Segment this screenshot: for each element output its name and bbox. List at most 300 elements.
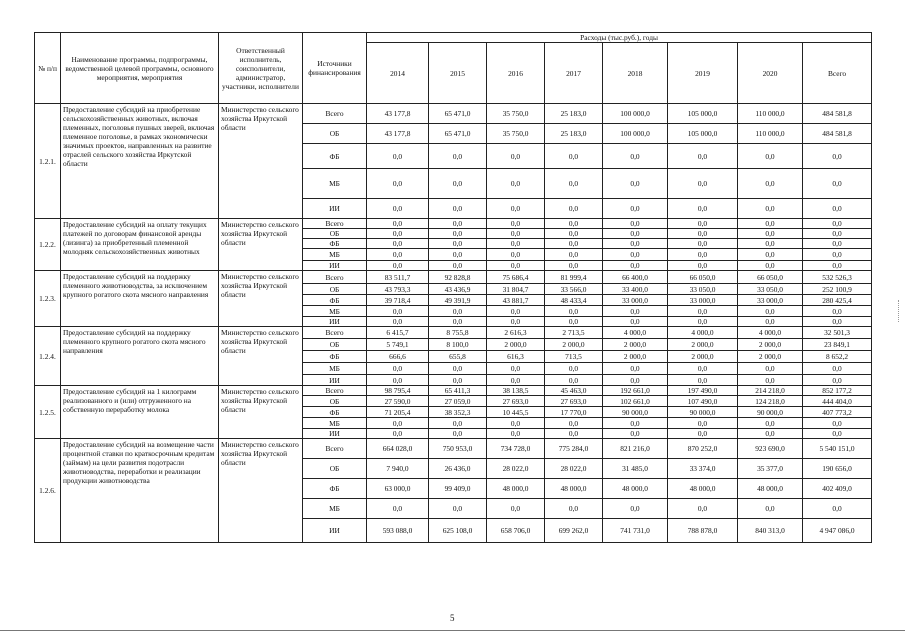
value-cell: 92 828,8 [429,271,487,284]
value-cell: 0,0 [738,249,803,261]
value-cell: 28 022,0 [487,459,545,479]
value-cell: 90 000,0 [603,407,668,418]
value-cell: 124 218,0 [738,396,803,407]
value-cell: 0,0 [429,261,487,271]
value-cell: 102 661,0 [603,396,668,407]
value-cell: 0,0 [545,499,603,519]
value-cell: 0,0 [668,199,738,219]
source-cell: ИИ [303,199,367,219]
value-cell: 616,3 [487,351,545,363]
value-cell: 0,0 [738,418,803,429]
value-cell: 0,0 [603,144,668,169]
value-cell: 27 059,0 [429,396,487,407]
value-cell: 43 793,3 [367,284,429,295]
value-cell: 0,0 [668,219,738,229]
value-cell: 0,0 [367,219,429,229]
total-cell: 4 947 086,0 [803,519,872,543]
table-row [35,327,872,339]
value-cell: 0,0 [668,306,738,317]
value-cell: 0,0 [367,261,429,271]
total-cell: 0,0 [803,363,872,375]
value-cell: 0,0 [668,418,738,429]
source-cell: ИИ [303,261,367,271]
value-cell: 0,0 [487,418,545,429]
value-cell: 0,0 [429,375,487,386]
header-exec: Ответственный исполнитель, соисполнители, администратор, участники, исполнители [219,33,303,104]
table-body [35,104,872,543]
value-cell: 105 000,0 [668,104,738,124]
value-cell: 0,0 [367,418,429,429]
header-year: 2019 [668,43,738,104]
value-cell: 0,0 [367,499,429,519]
value-cell: 2 000,0 [603,339,668,351]
value-cell: 0,0 [738,363,803,375]
total-cell: 0,0 [803,418,872,429]
total-cell: 484 581,8 [803,124,872,144]
scan-edge-mark [898,300,900,322]
source-cell: МБ [303,418,367,429]
total-cell: 280 425,4 [803,295,872,306]
value-cell: 840 313,0 [738,519,803,543]
source-cell: ФБ [303,351,367,363]
source-cell: ФБ [303,295,367,306]
value-cell: 0,0 [545,418,603,429]
value-cell: 33 000,0 [603,295,668,306]
value-cell: 192 661,0 [603,386,668,396]
value-cell: 664 028,0 [367,439,429,459]
source-cell: ФБ [303,407,367,418]
row-executor: Министерство сельского хозяйства Иркутской области [219,219,303,271]
value-cell: 0,0 [738,261,803,271]
value-cell: 0,0 [429,429,487,439]
value-cell: 0,0 [545,317,603,327]
value-cell: 0,0 [487,499,545,519]
value-cell: 90 000,0 [668,407,738,418]
row-name: Предоставление субсидий на поддержку племенного животноводства, за исключением крупного рогатого скота мясного направления [61,271,219,327]
value-cell: 35 750,0 [487,124,545,144]
total-cell: 0,0 [803,199,872,219]
value-cell: 26 436,0 [429,459,487,479]
value-cell: 63 000,0 [367,479,429,499]
total-cell: 852 177,2 [803,386,872,396]
source-cell: ОБ [303,396,367,407]
value-cell: 90 000,0 [738,407,803,418]
value-cell: 49 391,9 [429,295,487,306]
value-cell: 0,0 [738,144,803,169]
value-cell: 0,0 [367,375,429,386]
value-cell: 0,0 [487,169,545,199]
source-cell: Всего [303,219,367,229]
row-name: Предоставление субсидий на приобретение сельскохозяйственных животных, включая племенных, поголовья пушных зверей, включая племенное поголовье, в рамках экономически значимых проектов, направленных на развитие отраслей сельского хозяйства Иркутской области [61,104,219,219]
value-cell: 65 411,3 [429,386,487,396]
table-row [35,386,872,396]
value-cell: 0,0 [545,375,603,386]
value-cell: 214 218,0 [738,386,803,396]
value-cell: 48 433,4 [545,295,603,306]
value-cell: 0,0 [429,306,487,317]
value-cell: 788 878,0 [668,519,738,543]
total-cell: 407 773,2 [803,407,872,418]
value-cell: 0,0 [668,499,738,519]
value-cell: 83 511,7 [367,271,429,284]
value-cell: 0,0 [668,239,738,249]
value-cell: 66 400,0 [603,271,668,284]
source-cell: МБ [303,306,367,317]
value-cell: 0,0 [738,229,803,239]
value-cell: 27 693,0 [487,396,545,407]
value-cell: 0,0 [429,144,487,169]
source-cell: ОБ [303,339,367,351]
value-cell: 0,0 [603,317,668,327]
source-cell: Всего [303,386,367,396]
value-cell: 625 108,0 [429,519,487,543]
value-cell: 65 471,0 [429,104,487,124]
header-year: 2020 [738,43,803,104]
value-cell: 2 616,3 [487,327,545,339]
value-cell: 0,0 [367,169,429,199]
table-row [35,271,872,284]
value-cell: 2 000,0 [668,339,738,351]
source-cell: Всего [303,439,367,459]
header-year: 2018 [603,43,668,104]
source-cell: МБ [303,169,367,199]
value-cell: 2 000,0 [738,351,803,363]
header-year: 2016 [487,43,545,104]
header-year: 2017 [545,43,603,104]
value-cell: 0,0 [603,169,668,199]
total-cell: 484 581,8 [803,104,872,124]
value-cell: 8 755,8 [429,327,487,339]
value-cell: 0,0 [668,261,738,271]
table-row [35,439,872,459]
total-cell: 402 409,0 [803,479,872,499]
value-cell: 0,0 [603,239,668,249]
value-cell: 107 490,0 [668,396,738,407]
total-cell: 23 849,1 [803,339,872,351]
value-cell: 0,0 [429,317,487,327]
value-cell: 0,0 [668,429,738,439]
value-cell: 0,0 [429,219,487,229]
row-name: Предоставление субсидий на возмещение части процентной ставки по краткосрочным кредитам (займам) на цели развития подотрасли животноводства, переработки и реализации продукции животноводства [61,439,219,543]
value-cell: 66 050,0 [668,271,738,284]
header-total: Всего [803,43,872,104]
value-cell: 775 284,0 [545,439,603,459]
row-name: Предоставление субсидий на поддержку племенного крупного рогатого скота мясного направления [61,327,219,386]
total-cell: 0,0 [803,261,872,271]
value-cell: 0,0 [367,306,429,317]
value-cell: 0,0 [429,239,487,249]
value-cell: 0,0 [738,499,803,519]
value-cell: 48 000,0 [738,479,803,499]
row-name: Предоставление субсидий на 1 килограмм реализованного и (или) отгруженного на собственную переработку молока [61,386,219,439]
source-cell: МБ [303,363,367,375]
value-cell: 33 000,0 [738,295,803,306]
value-cell: 33 374,0 [668,459,738,479]
value-cell: 0,0 [487,317,545,327]
table-row [35,104,872,124]
value-cell: 655,8 [429,351,487,363]
total-cell: 0,0 [803,249,872,261]
value-cell: 734 728,0 [487,439,545,459]
source-cell: МБ [303,249,367,261]
value-cell: 0,0 [668,144,738,169]
value-cell: 0,0 [603,261,668,271]
value-cell: 110 000,0 [738,124,803,144]
value-cell: 0,0 [545,261,603,271]
value-cell: 0,0 [738,375,803,386]
value-cell: 2 000,0 [738,339,803,351]
row-name: Предоставление субсидий на оплату текущих платежей по договорам финансовой аренды (лизинга) за приобретенный племенной молодняк сельскохозяйственных животных [61,219,219,271]
value-cell: 0,0 [367,144,429,169]
total-cell: 0,0 [803,306,872,317]
value-cell: 197 490,0 [668,386,738,396]
value-cell: 658 706,0 [487,519,545,543]
value-cell: 6 415,7 [367,327,429,339]
value-cell: 31 485,0 [603,459,668,479]
source-cell: Всего [303,327,367,339]
value-cell: 0,0 [668,317,738,327]
value-cell: 2 713,5 [545,327,603,339]
value-cell: 0,0 [487,199,545,219]
value-cell: 33 050,0 [738,284,803,295]
row-number: 1.2.1. [35,104,61,219]
total-cell: 0,0 [803,317,872,327]
value-cell: 8 100,0 [429,339,487,351]
value-cell: 5 749,1 [367,339,429,351]
total-cell: 252 100,9 [803,284,872,295]
source-cell: ФБ [303,239,367,249]
value-cell: 48 000,0 [668,479,738,499]
value-cell: 0,0 [429,418,487,429]
value-cell: 0,0 [487,306,545,317]
value-cell: 0,0 [668,375,738,386]
header-year: 2015 [429,43,487,104]
value-cell: 0,0 [603,249,668,261]
value-cell: 0,0 [487,239,545,249]
value-cell: 0,0 [487,249,545,261]
value-cell: 25 183,0 [545,124,603,144]
value-cell: 593 088,0 [367,519,429,543]
source-cell: ФБ [303,144,367,169]
total-cell: 0,0 [803,429,872,439]
value-cell: 0,0 [668,169,738,199]
total-cell: 0,0 [803,239,872,249]
row-number: 1.2.4. [35,327,61,386]
value-cell: 0,0 [603,418,668,429]
value-cell: 2 000,0 [668,351,738,363]
value-cell: 2 000,0 [545,339,603,351]
value-cell: 870 252,0 [668,439,738,459]
value-cell: 81 999,4 [545,271,603,284]
source-cell: ОБ [303,459,367,479]
value-cell: 0,0 [429,249,487,261]
value-cell: 0,0 [545,429,603,439]
value-cell: 666,6 [367,351,429,363]
value-cell: 27 590,0 [367,396,429,407]
value-cell: 0,0 [367,199,429,219]
value-cell: 35 377,0 [738,459,803,479]
value-cell: 4 000,0 [738,327,803,339]
value-cell: 43 881,7 [487,295,545,306]
value-cell: 0,0 [545,144,603,169]
value-cell: 0,0 [738,169,803,199]
value-cell: 0,0 [367,363,429,375]
value-cell: 105 000,0 [668,124,738,144]
value-cell: 0,0 [738,239,803,249]
value-cell: 110 000,0 [738,104,803,124]
value-cell: 38 352,3 [429,407,487,418]
value-cell: 0,0 [429,229,487,239]
value-cell: 35 750,0 [487,104,545,124]
total-cell: 0,0 [803,169,872,199]
value-cell: 0,0 [603,363,668,375]
value-cell: 0,0 [429,363,487,375]
header-expenses: Расходы (тыс.руб.), годы [367,33,872,43]
value-cell: 43 177,8 [367,104,429,124]
value-cell: 2 000,0 [603,351,668,363]
value-cell: 100 000,0 [603,124,668,144]
value-cell: 0,0 [603,199,668,219]
value-cell: 27 693,0 [545,396,603,407]
page-number: 5 [450,613,455,623]
total-cell: 444 404,0 [803,396,872,407]
source-cell: ИИ [303,375,367,386]
row-executor: Министерство сельского хозяйства Иркутской области [219,327,303,386]
value-cell: 38 138,5 [487,386,545,396]
value-cell: 0,0 [738,219,803,229]
source-cell: ОБ [303,229,367,239]
value-cell: 0,0 [603,306,668,317]
source-cell: ИИ [303,429,367,439]
source-cell: ИИ [303,519,367,543]
value-cell: 0,0 [367,429,429,439]
value-cell: 0,0 [545,229,603,239]
value-cell: 0,0 [545,219,603,229]
total-cell: 32 501,3 [803,327,872,339]
value-cell: 0,0 [738,317,803,327]
value-cell: 0,0 [603,499,668,519]
total-cell: 0,0 [803,144,872,169]
row-executor: Министерство сельского хозяйства Иркутской области [219,439,303,543]
value-cell: 0,0 [668,249,738,261]
value-cell: 48 000,0 [603,479,668,499]
row-number: 1.2.3. [35,271,61,327]
value-cell: 0,0 [429,499,487,519]
row-number: 1.2.2. [35,219,61,271]
source-cell: ФБ [303,479,367,499]
value-cell: 75 686,4 [487,271,545,284]
value-cell: 99 409,0 [429,479,487,499]
value-cell: 750 953,0 [429,439,487,459]
source-cell: ОБ [303,124,367,144]
value-cell: 98 795,4 [367,386,429,396]
source-cell: МБ [303,499,367,519]
total-cell: 5 540 151,0 [803,439,872,459]
value-cell: 4 000,0 [603,327,668,339]
total-cell: 532 526,3 [803,271,872,284]
value-cell: 0,0 [738,306,803,317]
value-cell: 28 022,0 [545,459,603,479]
value-cell: 0,0 [487,363,545,375]
value-cell: 821 216,0 [603,439,668,459]
value-cell: 0,0 [429,169,487,199]
value-cell: 0,0 [487,375,545,386]
value-cell: 65 471,0 [429,124,487,144]
value-cell: 0,0 [367,249,429,261]
value-cell: 0,0 [668,229,738,239]
value-cell: 0,0 [668,363,738,375]
value-cell: 0,0 [545,249,603,261]
value-cell: 48 000,0 [487,479,545,499]
value-cell: 0,0 [487,429,545,439]
value-cell: 0,0 [367,317,429,327]
total-cell: 0,0 [803,229,872,239]
total-cell: 0,0 [803,219,872,229]
source-cell: ОБ [303,284,367,295]
table-row [35,219,872,229]
value-cell: 43 177,8 [367,124,429,144]
header-num: № п/п [35,33,61,104]
total-cell: 8 652,2 [803,351,872,363]
value-cell: 0,0 [545,239,603,249]
value-cell: 43 436,9 [429,284,487,295]
value-cell: 33 566,0 [545,284,603,295]
value-cell: 0,0 [603,229,668,239]
value-cell: 0,0 [487,219,545,229]
value-cell: 699 262,0 [545,519,603,543]
value-cell: 923 690,0 [738,439,803,459]
value-cell: 39 718,4 [367,295,429,306]
value-cell: 100 000,0 [603,104,668,124]
value-cell: 33 000,0 [668,295,738,306]
value-cell: 33 400,0 [603,284,668,295]
row-executor: Министерство сельского хозяйства Иркутской области [219,271,303,327]
source-cell: ИИ [303,317,367,327]
value-cell: 31 804,7 [487,284,545,295]
source-cell: Всего [303,104,367,124]
value-cell: 17 770,0 [545,407,603,418]
value-cell: 7 940,0 [367,459,429,479]
value-cell: 741 731,0 [603,519,668,543]
value-cell: 0,0 [738,199,803,219]
value-cell: 0,0 [487,229,545,239]
header-src: Источники финансирования [303,33,367,104]
budget-table [34,32,872,543]
value-cell: 0,0 [545,199,603,219]
value-cell: 0,0 [545,169,603,199]
value-cell: 33 050,0 [668,284,738,295]
row-number: 1.2.6. [35,439,61,543]
row-executor: Министерство сельского хозяйства Иркутской области [219,386,303,439]
value-cell: 0,0 [603,219,668,229]
source-cell: Всего [303,271,367,284]
value-cell: 0,0 [545,306,603,317]
value-cell: 10 445,5 [487,407,545,418]
value-cell: 4 000,0 [668,327,738,339]
value-cell: 2 000,0 [487,339,545,351]
header-year: 2014 [367,43,429,104]
scan-border-line [0,630,905,631]
table-header [35,33,872,104]
value-cell: 0,0 [367,239,429,249]
value-cell: 25 183,0 [545,104,603,124]
total-cell: 0,0 [803,499,872,519]
value-cell: 0,0 [487,144,545,169]
total-cell: 0,0 [803,375,872,386]
total-cell: 190 656,0 [803,459,872,479]
value-cell: 0,0 [487,261,545,271]
row-executor: Министерство сельского хозяйства Иркутской области [219,104,303,219]
